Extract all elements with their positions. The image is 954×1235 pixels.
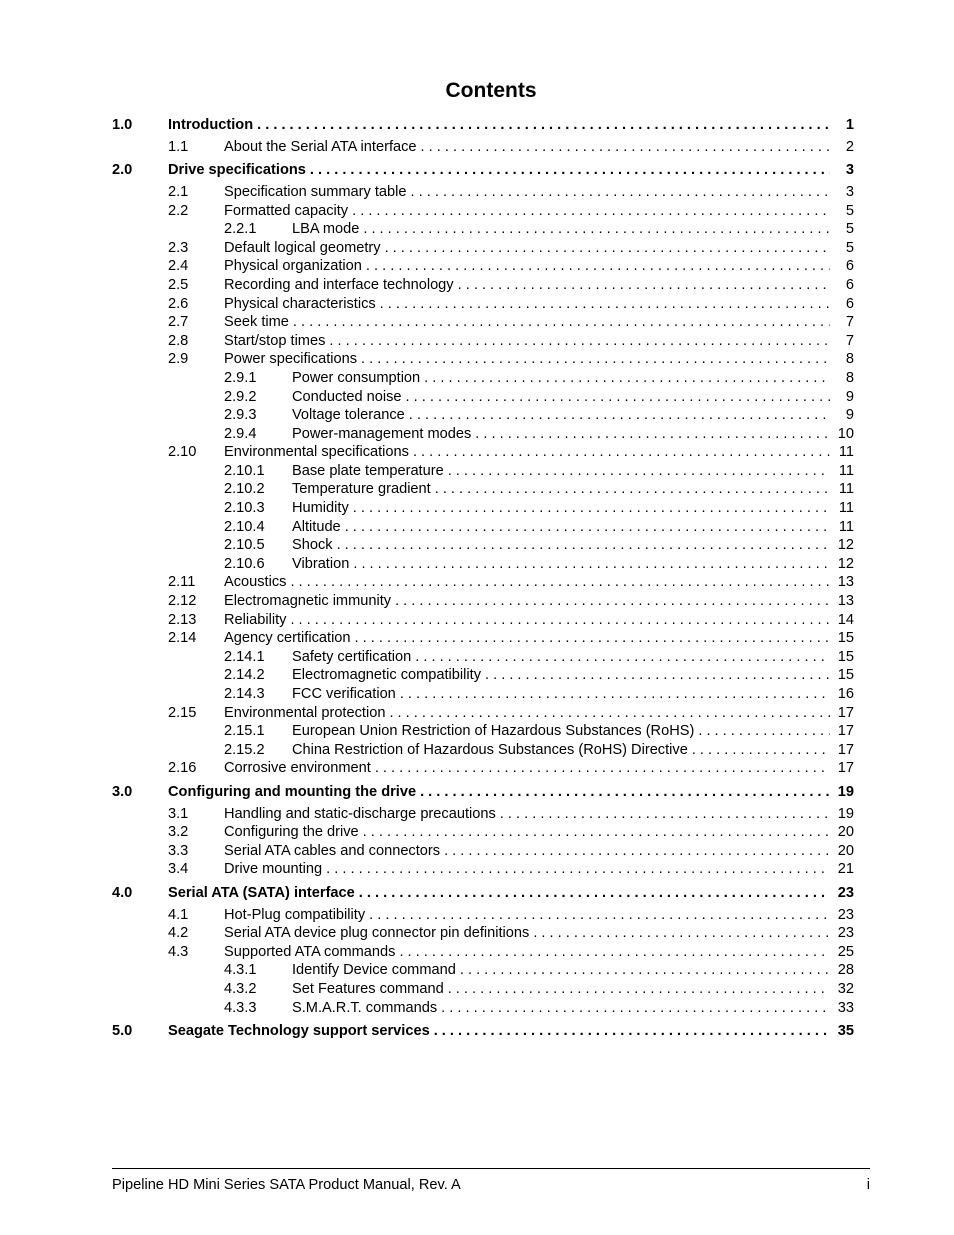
toc-dot-leader (415, 648, 830, 667)
toc-entry-2-10-6[interactable] (112, 555, 854, 574)
toc-entry-2-2-1[interactable] (112, 220, 854, 239)
toc-dot-leader (326, 860, 830, 879)
toc-dot-leader (337, 536, 830, 555)
toc-entry-2-6[interactable] (112, 295, 854, 314)
toc-section-number: 3.3 (168, 842, 189, 859)
toc-dot-leader (406, 388, 830, 407)
toc-dot-leader (413, 443, 830, 462)
toc-section-title: Drive specifications (168, 162, 306, 179)
toc-page-number: 6 (845, 258, 854, 275)
toc-dot-leader (329, 332, 830, 351)
toc-section-number: 2.7 (168, 314, 189, 331)
toc-section-title: Altitude (292, 518, 341, 535)
toc-dot-leader (361, 350, 830, 369)
toc-dot-leader (460, 961, 830, 980)
toc-dot-leader (366, 257, 830, 276)
toc-section-number: 2.8 (168, 332, 189, 349)
toc-section-title: Base plate temperature (292, 462, 444, 479)
toc-section-number: 2.14 (168, 630, 197, 647)
toc-section-title: Hot-Plug compatibility (224, 906, 366, 923)
toc-dot-leader (533, 924, 830, 943)
toc-section-number: 2.2 (168, 202, 189, 219)
toc-dot-leader (421, 138, 830, 157)
toc-section-title: Start/stop times (224, 332, 326, 349)
toc-entry-3-4[interactable] (112, 860, 854, 879)
toc-section-number: 2.3 (168, 239, 189, 256)
toc-page-number: 3 (845, 162, 854, 179)
toc-section-title: Identify Device command (292, 962, 456, 979)
toc-page-number: 11 (838, 444, 854, 461)
toc-section-title: Reliability (224, 611, 287, 628)
toc-section-number: 2.10 (168, 444, 197, 461)
table-of-contents (112, 114, 854, 1044)
toc-entry-2-10-2[interactable] (112, 480, 854, 499)
toc-entry-2-0[interactable] (112, 159, 854, 183)
toc-entry-2-9-1[interactable] (112, 369, 854, 388)
toc-section-title: LBA mode (292, 221, 360, 238)
toc-section-number: 4.0 (112, 884, 133, 901)
toc-section-title: Set Features command (292, 980, 444, 997)
toc-section-number: 2.10.4 (224, 518, 265, 535)
toc-section-title: Configuring and mounting the drive (168, 783, 417, 800)
toc-dot-leader (293, 313, 830, 332)
toc-entry-2-10[interactable] (112, 443, 854, 462)
toc-section-number: 4.3.3 (224, 999, 257, 1016)
toc-entry-1-0[interactable] (112, 114, 854, 138)
toc-section-title: Drive mounting (224, 861, 323, 878)
toc-entry-4-2[interactable] (112, 924, 854, 943)
toc-section-title: Conducted noise (292, 388, 402, 405)
toc-section-title: Serial ATA cables and connectors (224, 842, 441, 859)
footer-document-title: Pipeline HD Mini Series SATA Product Manual, Rev. A (112, 1177, 461, 1193)
toc-entry-2-13[interactable] (112, 611, 854, 630)
toc-section-number: 2.10.2 (224, 481, 265, 498)
toc-entry-2-9-2[interactable] (112, 388, 854, 407)
toc-page-number: 2 (845, 138, 854, 155)
toc-entry-2-5[interactable] (112, 276, 854, 295)
toc-page-number: 20 (837, 842, 854, 859)
toc-page-number: 11 (838, 500, 854, 517)
toc-section-number: 2.9.3 (224, 407, 257, 424)
toc-section-number: 2.9 (168, 351, 189, 368)
toc-entry-2-10-4[interactable] (112, 518, 854, 537)
toc-section-title: Vibration (292, 555, 350, 572)
footer-divider (112, 1168, 870, 1169)
page-title: Contents (445, 79, 537, 102)
toc-section-title: Seek time (224, 314, 289, 331)
toc-dot-leader (385, 239, 830, 258)
toc-page-number: 21 (837, 861, 854, 878)
toc-page-number: 15 (837, 667, 854, 684)
toc-section-title: Safety certification (292, 648, 412, 665)
toc-page-number: 20 (837, 824, 854, 841)
toc-section-title: Formatted capacity (224, 202, 349, 219)
toc-section-number: 2.11 (168, 574, 196, 591)
toc-entry-2-15-2[interactable] (112, 741, 854, 760)
toc-entry-4-1[interactable] (112, 906, 854, 925)
toc-section-title: Serial ATA device plug connector pin definitions (224, 925, 530, 942)
toc-section-number: 2.9.4 (224, 425, 257, 442)
toc-page-number: 11 (838, 518, 854, 535)
toc-section-number: 3.4 (168, 861, 189, 878)
toc-section-title: About the Serial ATA interface (224, 138, 417, 155)
toc-section-title: Humidity (292, 500, 349, 517)
toc-entry-2-4[interactable] (112, 257, 854, 276)
toc-section-number: 2.14.2 (224, 667, 265, 684)
toc-dot-leader (411, 183, 830, 202)
toc-entry-4-0[interactable] (112, 882, 854, 906)
toc-entry-2-16[interactable] (112, 759, 854, 778)
toc-page-number: 23 (837, 925, 854, 942)
toc-page-number: 5 (845, 221, 854, 238)
toc-section-title: Agency certification (224, 630, 351, 647)
toc-dot-leader (353, 555, 830, 574)
toc-entry-2-11[interactable] (112, 573, 854, 592)
toc-section-title: Power specifications (224, 351, 358, 368)
toc-dot-leader (448, 462, 830, 481)
toc-dot-leader (380, 295, 830, 314)
toc-dot-leader (441, 999, 830, 1018)
toc-page-number: 6 (845, 295, 854, 312)
toc-page-number: 13 (837, 574, 854, 591)
toc-entry-3-0[interactable] (112, 781, 854, 805)
toc-section-number: 4.3.2 (224, 980, 257, 997)
toc-page-number: 6 (845, 276, 854, 293)
toc-dot-leader (389, 704, 830, 723)
toc-entry-2-7[interactable] (112, 313, 854, 332)
footer-page-number: i (866, 1177, 870, 1193)
toc-dot-leader (359, 882, 830, 906)
toc-dot-leader (400, 685, 830, 704)
toc-page-number: 12 (837, 555, 854, 572)
toc-dot-leader (355, 629, 830, 648)
toc-page-number: 17 (837, 741, 854, 758)
toc-section-title: Electromagnetic compatibility (292, 667, 481, 684)
toc-entry-2-9-3[interactable] (112, 406, 854, 425)
toc-page-number: 23 (837, 906, 854, 923)
toc-entry-4-3-3[interactable] (112, 999, 854, 1018)
toc-section-number: 2.10.1 (224, 462, 265, 479)
toc-section-number: 2.0 (112, 162, 133, 179)
toc-page-number: 28 (837, 962, 854, 979)
toc-dot-leader (363, 823, 830, 842)
toc-entry-2-14-2[interactable] (112, 666, 854, 685)
toc-entry-2-14-3[interactable] (112, 685, 854, 704)
toc-section-number: 2.2.1 (224, 221, 257, 238)
toc-entry-2-14[interactable] (112, 629, 854, 648)
toc-section-number: 4.3 (168, 943, 189, 960)
toc-dot-leader (420, 781, 830, 805)
toc-page-number: 11 (838, 481, 854, 498)
toc-dot-leader (310, 159, 830, 183)
toc-section-title: Specification summary table (224, 183, 407, 200)
toc-section-number: 5.0 (112, 1022, 133, 1039)
toc-page-number: 16 (837, 686, 854, 703)
toc-section-title: Environmental protection (224, 704, 386, 721)
toc-page-number: 13 (837, 593, 854, 610)
toc-page-number: 7 (845, 332, 854, 349)
toc-section-number: 2.10.6 (224, 555, 265, 572)
toc-page-number: 9 (845, 407, 854, 424)
toc-page-number: 32 (837, 980, 854, 997)
toc-section-title: Electromagnetic immunity (224, 593, 392, 610)
toc-page-number: 17 (837, 760, 854, 777)
toc-section-title: Voltage tolerance (292, 407, 405, 424)
toc-entry-2-15[interactable] (112, 704, 854, 723)
toc-entry-2-9[interactable] (112, 350, 854, 369)
toc-section-number: 2.9.2 (224, 388, 257, 405)
toc-section-title: Environmental specifications (224, 444, 409, 461)
toc-entry-5-0[interactable] (112, 1020, 854, 1044)
toc-entry-2-10-3[interactable] (112, 499, 854, 518)
toc-page-number: 9 (845, 388, 854, 405)
toc-section-title: Seagate Technology support services (168, 1022, 430, 1039)
toc-section-title: Configuring the drive (224, 824, 359, 841)
toc-section-number: 2.9.1 (224, 369, 257, 386)
toc-dot-leader (363, 220, 830, 239)
toc-page-number: 14 (837, 611, 854, 628)
toc-entry-2-3[interactable] (112, 239, 854, 258)
toc-page-number: 7 (845, 314, 854, 331)
toc-section-title: China Restriction of Hazardous Substances (RoHS) Directive (292, 741, 688, 758)
toc-dot-leader (485, 666, 830, 685)
toc-section-number: 1.0 (112, 117, 133, 133)
toc-section-number: 4.3.1 (224, 962, 257, 979)
toc-section-number: 2.12 (168, 593, 197, 610)
toc-section-number: 4.1 (168, 906, 189, 923)
toc-section-number: 1.1 (168, 138, 189, 155)
toc-section-title: Physical organization (224, 258, 362, 275)
toc-dot-leader (500, 805, 830, 824)
toc-section-title: European Union Restriction of Hazardous Substances (RoHS) (292, 723, 695, 740)
toc-section-number: 2.4 (168, 258, 189, 275)
toc-dot-leader (352, 202, 830, 221)
toc-entry-1-1[interactable] (112, 138, 854, 157)
toc-section-title: Acoustics (224, 574, 287, 591)
toc-page-number: 1 (845, 117, 854, 133)
toc-entry-2-2[interactable] (112, 202, 854, 221)
toc-dot-leader (458, 276, 830, 295)
toc-entry-4-3-2[interactable] (112, 980, 854, 999)
toc-section-number: 2.14.1 (224, 648, 265, 665)
toc-page-number: 33 (837, 999, 854, 1016)
toc-section-number: 2.5 (168, 276, 189, 293)
toc-section-number: 3.1 (168, 805, 189, 822)
toc-dot-leader (435, 480, 830, 499)
toc-entry-2-15-1[interactable] (112, 722, 854, 741)
toc-section-title: Recording and interface technology (224, 276, 454, 293)
toc-section-title: Corrosive environment (224, 760, 371, 777)
toc-dot-leader (444, 842, 830, 861)
toc-section-title: Shock (292, 537, 333, 554)
toc-entry-2-10-5[interactable] (112, 536, 854, 555)
toc-section-title: S.M.A.R.T. commands (292, 999, 438, 1016)
toc-entry-2-8[interactable] (112, 332, 854, 351)
toc-section-title: Introduction (168, 117, 254, 133)
toc-entry-3-3[interactable] (112, 842, 854, 861)
toc-section-number: 2.14.3 (224, 686, 265, 703)
toc-dot-leader (692, 741, 830, 760)
toc-page-number: 10 (837, 425, 854, 442)
toc-section-number: 2.6 (168, 295, 189, 312)
toc-section-title: Handling and static-discharge precautions (224, 805, 496, 822)
toc-dot-leader (257, 114, 830, 138)
toc-dot-leader (434, 1020, 830, 1044)
toc-dot-leader (448, 980, 830, 999)
toc-dot-leader (409, 406, 830, 425)
toc-dot-leader (345, 518, 830, 537)
toc-entry-2-12[interactable] (112, 592, 854, 611)
toc-dot-leader (424, 369, 830, 388)
toc-dot-leader (353, 499, 830, 518)
toc-section-title: Supported ATA commands (224, 943, 396, 960)
toc-section-number: 2.15.2 (224, 741, 265, 758)
toc-section-number: 3.0 (112, 783, 133, 800)
toc-page-number: 35 (837, 1022, 854, 1039)
toc-entry-2-14-1[interactable] (112, 648, 854, 667)
toc-entry-4-3-1[interactable] (112, 961, 854, 980)
toc-page-number: 5 (845, 202, 854, 219)
toc-section-number: 2.15 (168, 704, 197, 721)
toc-entry-2-10-1[interactable] (112, 462, 854, 481)
toc-dot-leader (290, 611, 830, 630)
toc-page-number: 19 (837, 805, 854, 822)
toc-page-number: 3 (845, 183, 854, 200)
toc-page-number: 25 (837, 943, 854, 960)
toc-page-number: 11 (838, 462, 854, 479)
toc-dot-leader (399, 943, 830, 962)
toc-section-title: Serial ATA (SATA) interface (168, 884, 355, 901)
toc-section-title: Temperature gradient (292, 481, 431, 498)
toc-section-number: 2.10.5 (224, 537, 265, 554)
toc-entry-2-1[interactable] (112, 183, 854, 202)
toc-entry-3-2[interactable] (112, 823, 854, 842)
toc-section-title: Power-management modes (292, 425, 472, 442)
toc-dot-leader (475, 425, 830, 444)
toc-page-number: 15 (837, 648, 854, 665)
toc-section-number: 4.2 (168, 925, 189, 942)
toc-section-title: FCC verification (292, 686, 396, 703)
toc-dot-leader (395, 592, 830, 611)
toc-section-title: Default logical geometry (224, 239, 381, 256)
toc-page-number: 15 (837, 630, 854, 647)
toc-page-number: 17 (837, 704, 854, 721)
toc-section-number: 2.13 (168, 611, 197, 628)
toc-dot-leader (290, 573, 830, 592)
toc-section-number: 3.2 (168, 824, 189, 841)
toc-section-number: 2.10.3 (224, 500, 265, 517)
toc-section-title: Power consumption (292, 369, 421, 386)
toc-entry-3-1[interactable] (112, 805, 854, 824)
toc-page-number: 8 (845, 369, 854, 386)
toc-dot-leader (698, 722, 830, 741)
toc-entry-2-9-4[interactable] (112, 425, 854, 444)
toc-page-number: 8 (845, 351, 854, 368)
toc-page-number: 17 (837, 723, 854, 740)
toc-dot-leader (369, 906, 830, 925)
toc-page-number: 12 (837, 537, 854, 554)
toc-section-number: 2.15.1 (224, 723, 265, 740)
toc-section-title: Physical characteristics (224, 295, 376, 312)
toc-section-number: 2.1 (168, 183, 189, 200)
toc-page-number: 5 (845, 239, 854, 256)
toc-dot-leader (375, 759, 830, 778)
toc-page-number: 23 (837, 884, 854, 901)
toc-section-number: 2.16 (168, 760, 197, 777)
toc-entry-4-3[interactable] (112, 943, 854, 962)
toc-page-number: 19 (837, 783, 854, 800)
